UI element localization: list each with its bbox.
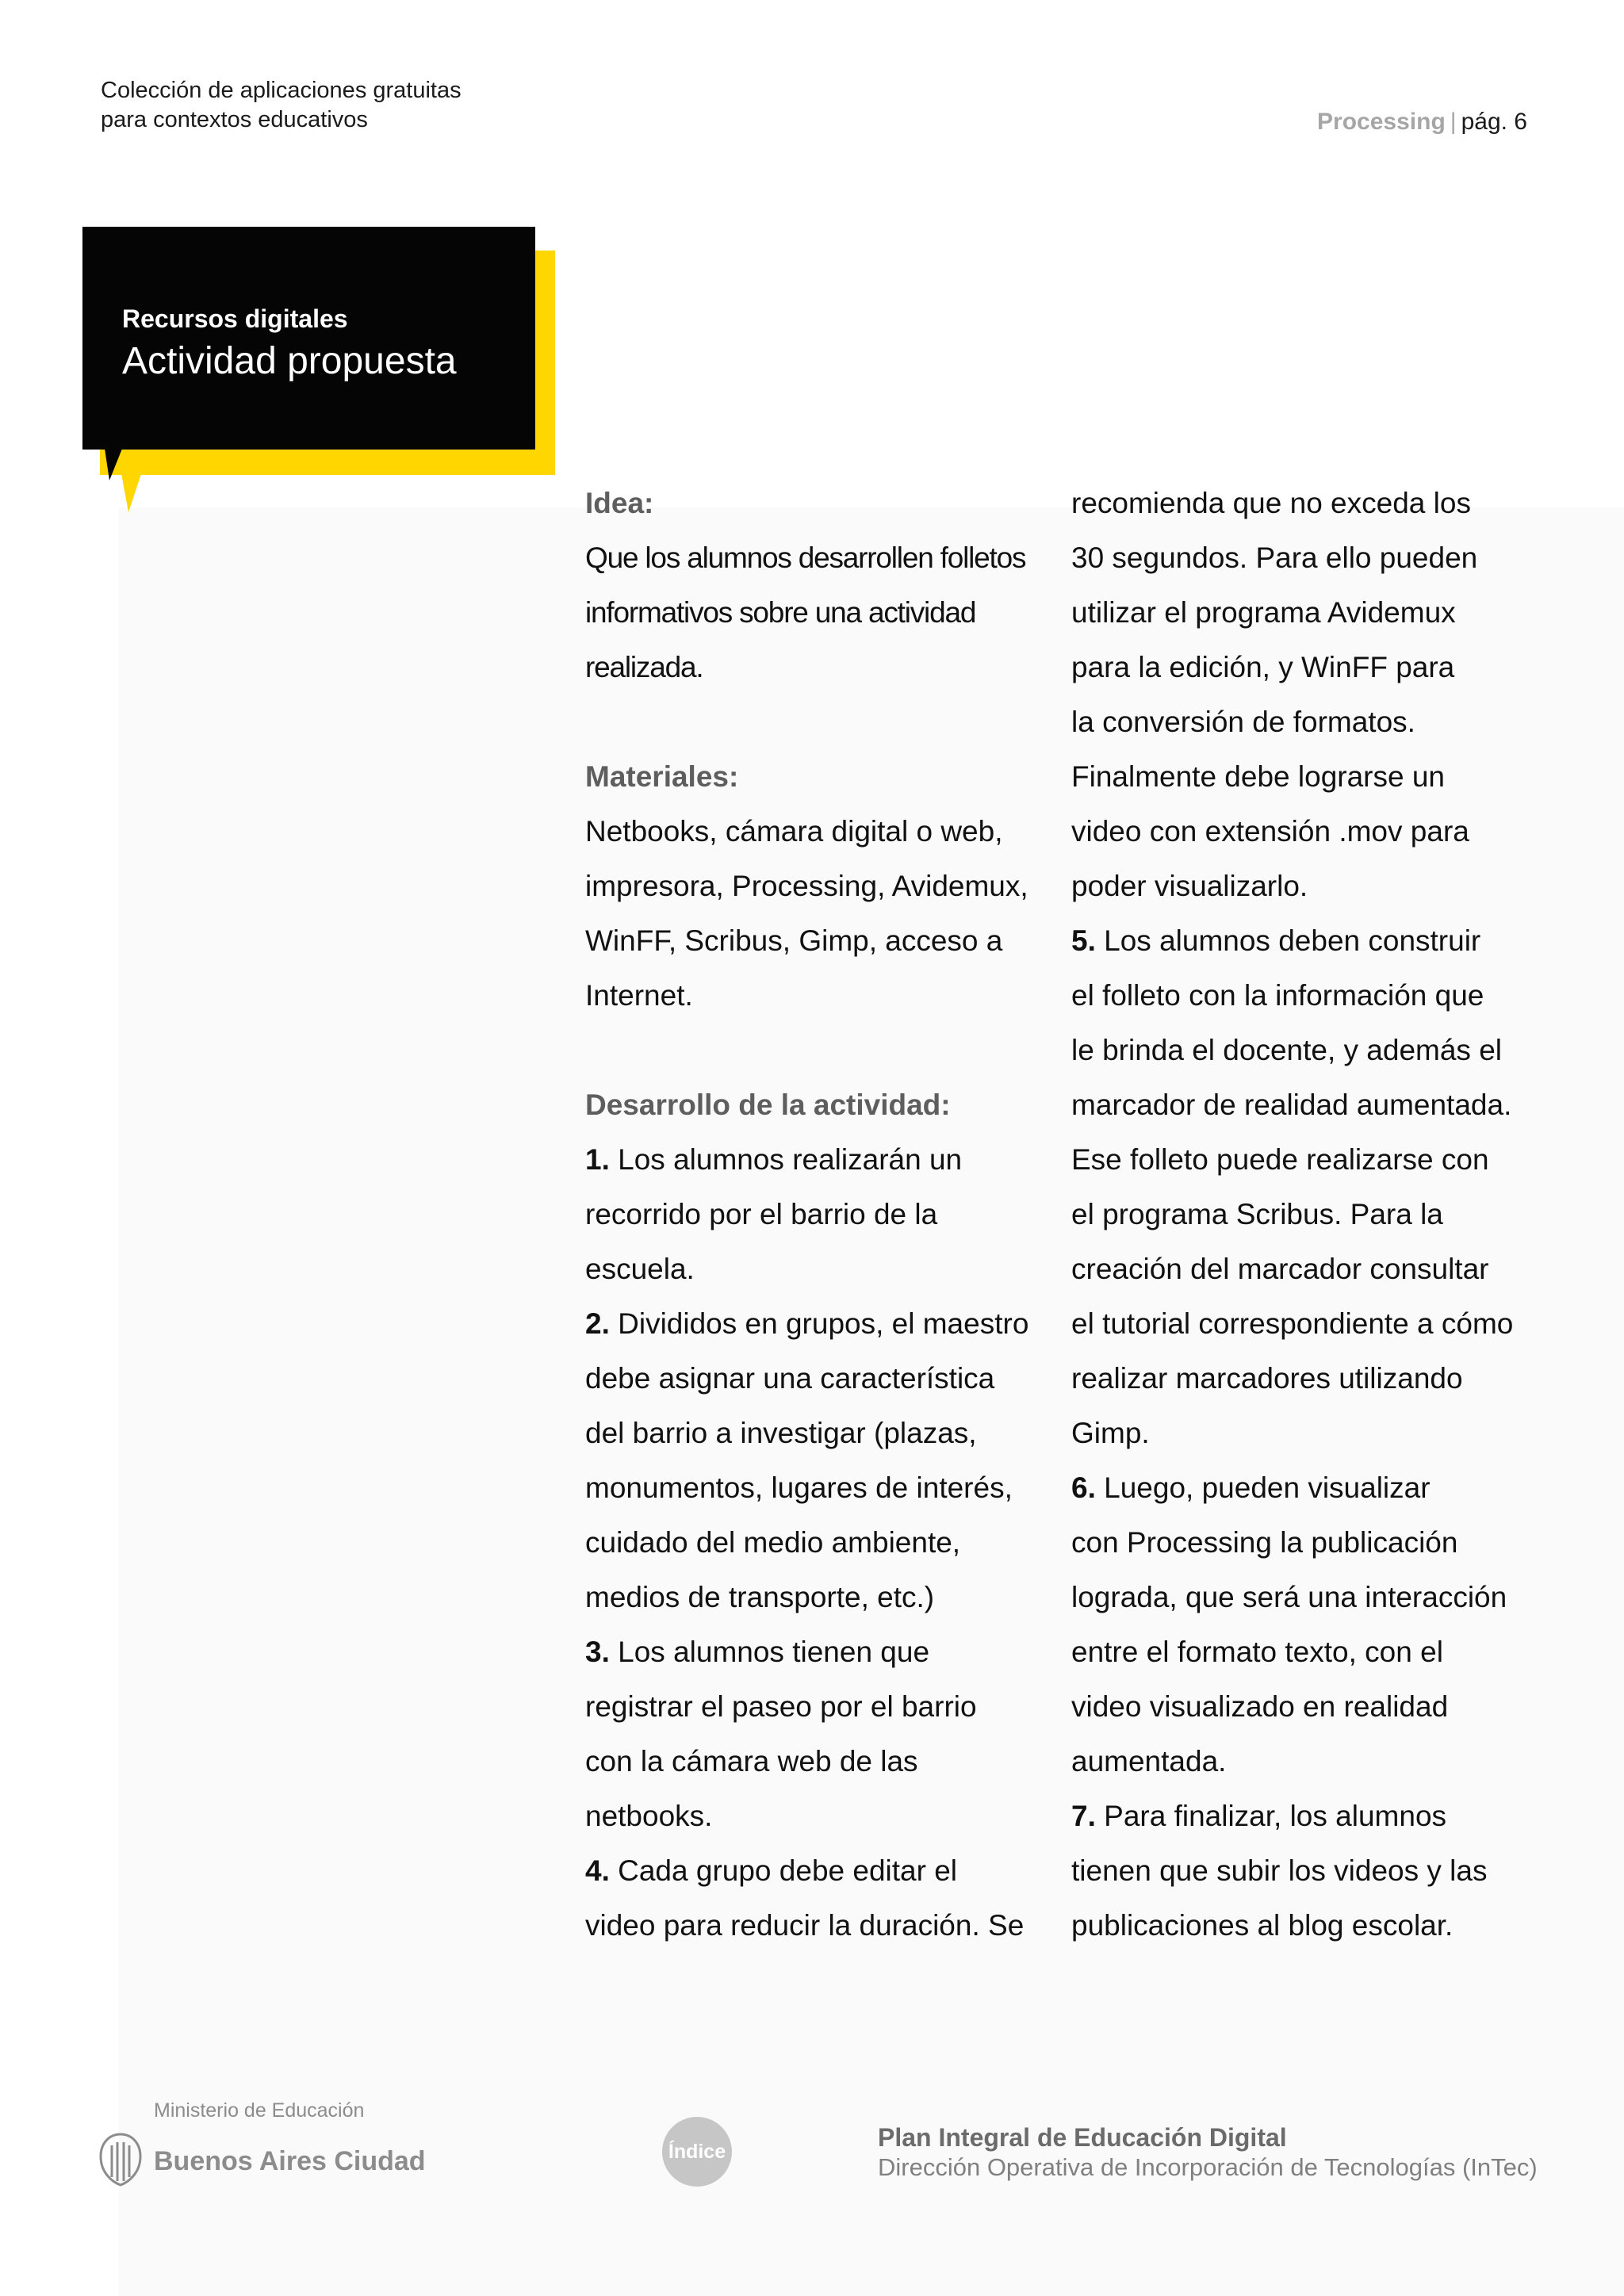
collection-title xyxy=(101,76,462,135)
step-line xyxy=(585,1132,1045,1187)
idea-line: informativos sobre una actividad xyxy=(585,596,976,629)
step-number: 1. xyxy=(585,1143,610,1176)
step-line xyxy=(585,1843,1045,1898)
step-line: con la cámara web de las xyxy=(585,1745,918,1777)
step-text: Luego, pueden visualizar xyxy=(1095,1471,1431,1504)
paragraph-gap xyxy=(585,695,1045,749)
step-number: 3. xyxy=(585,1636,610,1668)
buenos-aires-logo-icon xyxy=(98,2131,144,2188)
section-name: Processing xyxy=(1317,109,1446,135)
step-text: Cada grupo debe editar el xyxy=(609,1854,958,1887)
step-line: video visualizado en realidad xyxy=(1071,1690,1449,1723)
step-number: 6. xyxy=(1071,1471,1096,1504)
continuation-line: Finalmente debe lograrse un xyxy=(1071,760,1446,793)
page-number: pág. 6 xyxy=(1461,109,1527,135)
step-text: Los alumnos realizarán un xyxy=(609,1143,963,1176)
badge-box xyxy=(82,227,535,450)
step-line: medios de transporte, etc.) xyxy=(585,1581,935,1613)
step-line: el programa Scribus. Para la xyxy=(1071,1198,1443,1230)
ministry-label: Ministerio de Educación xyxy=(154,2099,365,2122)
badge-shadow-tail xyxy=(121,469,143,512)
paragraph-gap xyxy=(585,1023,1045,1077)
step-line: marcador de realidad aumentada. xyxy=(1071,1089,1512,1121)
plan-title: Plan Integral de Educación Digital xyxy=(878,2123,1287,2152)
running-header xyxy=(1317,107,1527,136)
right-column xyxy=(1071,476,1531,1953)
step-line xyxy=(585,1296,1045,1351)
step-line xyxy=(1071,1460,1531,1515)
continuation-line: la conversión de formatos. xyxy=(1071,706,1415,738)
idea-line: realizada. xyxy=(585,651,703,683)
idea-line: Que los alumnos desarrollen folletos xyxy=(585,541,1026,574)
step-line: tienen que subir los videos y las xyxy=(1071,1854,1488,1887)
materials-line: Netbooks, cámara digital o web, xyxy=(585,815,1003,848)
materials-line: WinFF, Scribus, Gimp, acceso a xyxy=(585,924,1003,957)
continuation-line: utilizar el programa Avidemux xyxy=(1071,596,1456,629)
idea-heading: Idea: xyxy=(585,487,654,519)
step-line xyxy=(585,1624,1045,1679)
step-text: Para finalizar, los alumnos xyxy=(1095,1800,1447,1832)
step-line: entre el formato texto, con el xyxy=(1071,1636,1443,1668)
step-line: publicaciones al blog escolar. xyxy=(1071,1909,1454,1942)
step-number: 7. xyxy=(1071,1800,1096,1832)
step-number: 5. xyxy=(1071,924,1096,957)
step-line: aumentada. xyxy=(1071,1745,1227,1777)
step-line: cuidado del medio ambiente, xyxy=(585,1526,961,1559)
materials-line: impresora, Processing, Avidemux, xyxy=(585,870,1028,902)
step-text: Los alumnos tienen que xyxy=(609,1636,930,1668)
step-line: el folleto con la información que xyxy=(1071,979,1484,1012)
step-line: creación del marcador consultar xyxy=(1071,1253,1489,1285)
step-line: lograda, que será una interacción xyxy=(1071,1581,1507,1613)
step-line: video para reducir la duración. Se xyxy=(585,1909,1025,1942)
step-line: monumentos, lugares de interés, xyxy=(585,1471,1013,1504)
step-line: netbooks. xyxy=(585,1800,713,1832)
step-line: realizar marcadores utilizando xyxy=(1071,1362,1463,1395)
collection-title-line: para contextos educativos xyxy=(101,107,368,132)
step-line xyxy=(1071,1789,1531,1843)
step-line: del barrio a investigar (plazas, xyxy=(585,1417,977,1449)
section-badge xyxy=(82,227,558,512)
continuation-line: poder visualizarlo. xyxy=(1071,870,1308,902)
step-line: con Processing la publicación xyxy=(1071,1526,1458,1559)
left-column xyxy=(585,476,1045,1953)
continuation-line: 30 segundos. Para ello pueden xyxy=(1071,541,1478,574)
index-button[interactable]: Índice xyxy=(662,2117,732,2187)
step-text: Los alumnos deben construir xyxy=(1095,924,1481,957)
materials-line: Internet. xyxy=(585,979,693,1012)
badge-title: Actividad propuesta xyxy=(122,340,457,382)
badge-box-tail xyxy=(105,449,122,480)
development-heading: Desarrollo de la actividad: xyxy=(585,1089,951,1121)
step-number: 4. xyxy=(585,1854,610,1887)
badge-kicker: Recursos digitales xyxy=(122,304,348,333)
step-text: Divididos en grupos, el maestro xyxy=(609,1307,1029,1340)
step-line: registrar el paseo por el barrio xyxy=(585,1690,977,1723)
plan-subtitle: Dirección Operativa de Incorporación de Tecnologías (InTec) xyxy=(878,2153,1538,2181)
step-number: 2. xyxy=(585,1307,610,1340)
materials-heading: Materiales: xyxy=(585,760,739,793)
continuation-line: recomienda que no exceda los xyxy=(1071,487,1471,519)
city-name: Buenos Aires Ciudad xyxy=(154,2146,426,2176)
step-line: el tutorial correspondiente a cómo xyxy=(1071,1307,1514,1340)
step-line: debe asignar una característica xyxy=(585,1362,995,1395)
step-line: le brinda el docente, y además el xyxy=(1071,1034,1503,1066)
step-line: escuela. xyxy=(585,1253,695,1285)
step-line xyxy=(1071,913,1531,968)
collection-title-line: Colección de aplicaciones gratuitas xyxy=(101,78,462,103)
step-line: Gimp. xyxy=(1071,1417,1150,1449)
continuation-line: para la edición, y WinFF para xyxy=(1071,651,1455,683)
step-line: Ese folleto puede realizarse con xyxy=(1071,1143,1489,1176)
continuation-line: video con extensión .mov para xyxy=(1071,815,1469,848)
step-line: recorrido por el barrio de la xyxy=(585,1198,938,1230)
header-separator: | xyxy=(1450,109,1457,135)
